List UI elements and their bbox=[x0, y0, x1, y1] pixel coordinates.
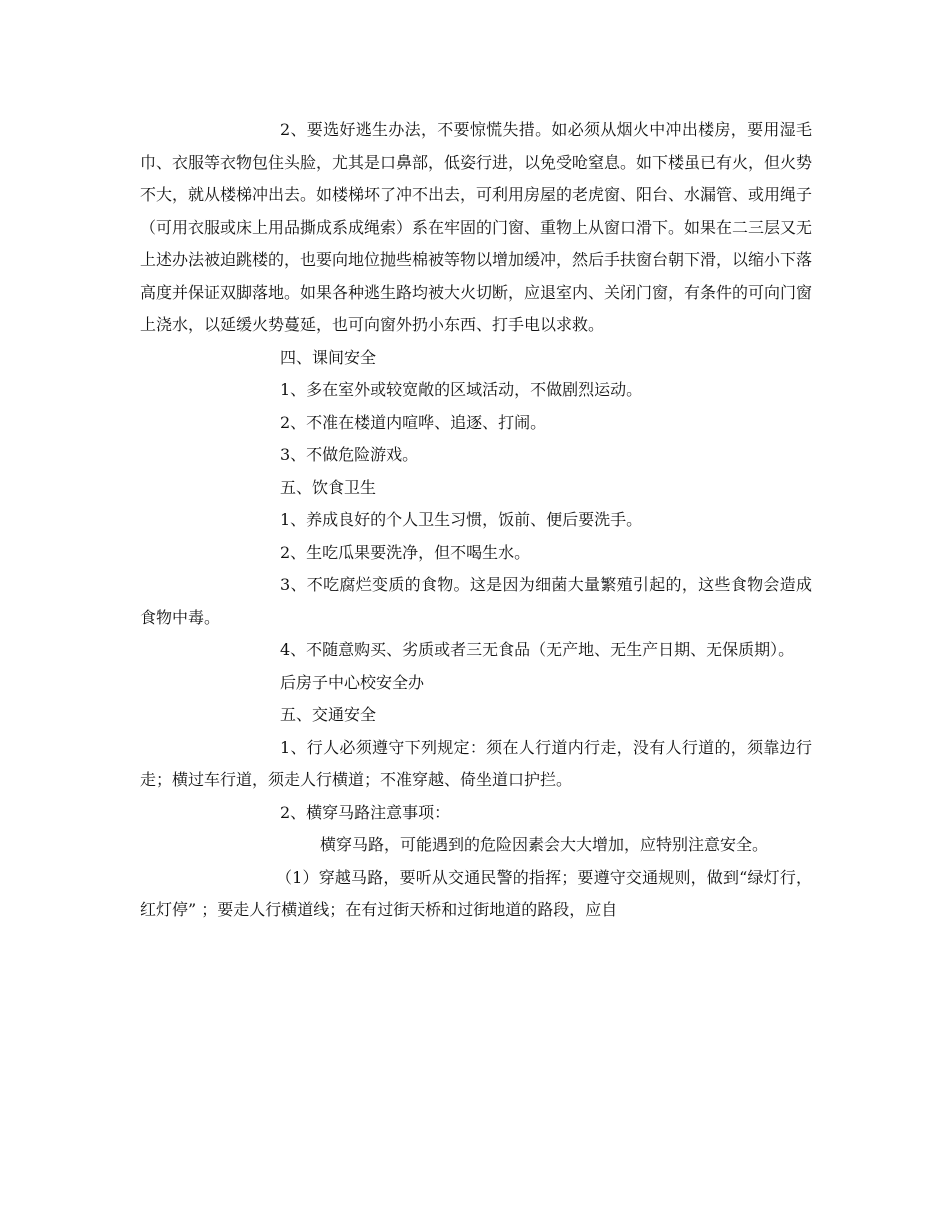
paragraph-escape-methods: 2、要选好逃生办法，不要惊慌失措。如必须从烟火中冲出楼房，要用湿毛巾、衣服等衣物包住头脸，尤其是口鼻部，低姿行进，以免受呛窒息。如下楼虽已有火，但火势不大，就从楼梯冲出去。如楼梯坏了冲不出去，可利用房屋的老虎窗、阳台、水漏管、或用绳子（可用衣服或床上用品撕成系成绳索）系在牢固的门窗、重物上从窗口滑下。如果在二三层又无上述办法被迫跳楼的，也要向地位抛些棉被等物以增加缓冲，然后手扶窗台朝下滑，以缩小下落高度并保证双脚落地。如果各种逃生路均被大火切断，应退室内、关闭门窗，有条件的可向门窗上浇水，以延缓火势蔓延，也可向窗外扔小东西、打手电以求救。 bbox=[140, 120, 813, 334]
list-item: 4、不随意购买、劣质或者三无食品（无产地、无生产日期、无保质期）。 bbox=[280, 640, 795, 659]
document-body bbox=[140, 114, 812, 927]
heading-traffic-safety: 五、交通安全 bbox=[280, 705, 377, 724]
list-item: 1、行人必须遵守下列规定：须在人行道内行走，没有人行道的，须靠边行走；横过车行道，须走人行横道；不准穿越、倚坐道口护拦。 bbox=[140, 737, 812, 789]
list-item: 1、多在室外或较宽敞的区域活动，不做剧烈运动。 bbox=[280, 380, 643, 399]
list-item: 3、不做危险游戏。 bbox=[280, 445, 419, 464]
heading-break-safety: 四、课间安全 bbox=[280, 347, 377, 367]
paragraph-crossing-intro: 横穿马路，可能遇到的危险因素会大大增加，应特别注意安全。 bbox=[320, 835, 769, 854]
list-item: 2、不准在楼道内喧哗、追逐、打闹。 bbox=[280, 412, 547, 432]
list-item: 1、养成良好的个人卫生习惯，饭前、便后要洗手。 bbox=[280, 510, 643, 529]
paragraph-crossing-rule-1: （1）穿越马路，要听从交通民警的指挥；要遵守交通规则，做到“绿灯行，红灯停” ；要走人行横道线；在有过街天桥和过街地道的路段，应自 bbox=[140, 867, 812, 919]
list-item: 3、不吃腐烂变质的食物。这是因为细菌大量繁殖引起的，这些食物会造成食物中毒。 bbox=[140, 575, 812, 627]
issuer-line: 后房子中心校安全办 bbox=[280, 672, 425, 692]
list-item: 2、横穿马路注意事项： bbox=[280, 802, 451, 822]
heading-food-hygiene: 五、饮食卫生 bbox=[280, 477, 377, 497]
list-item: 2、生吃瓜果要洗净，但不喝生水。 bbox=[280, 542, 531, 562]
